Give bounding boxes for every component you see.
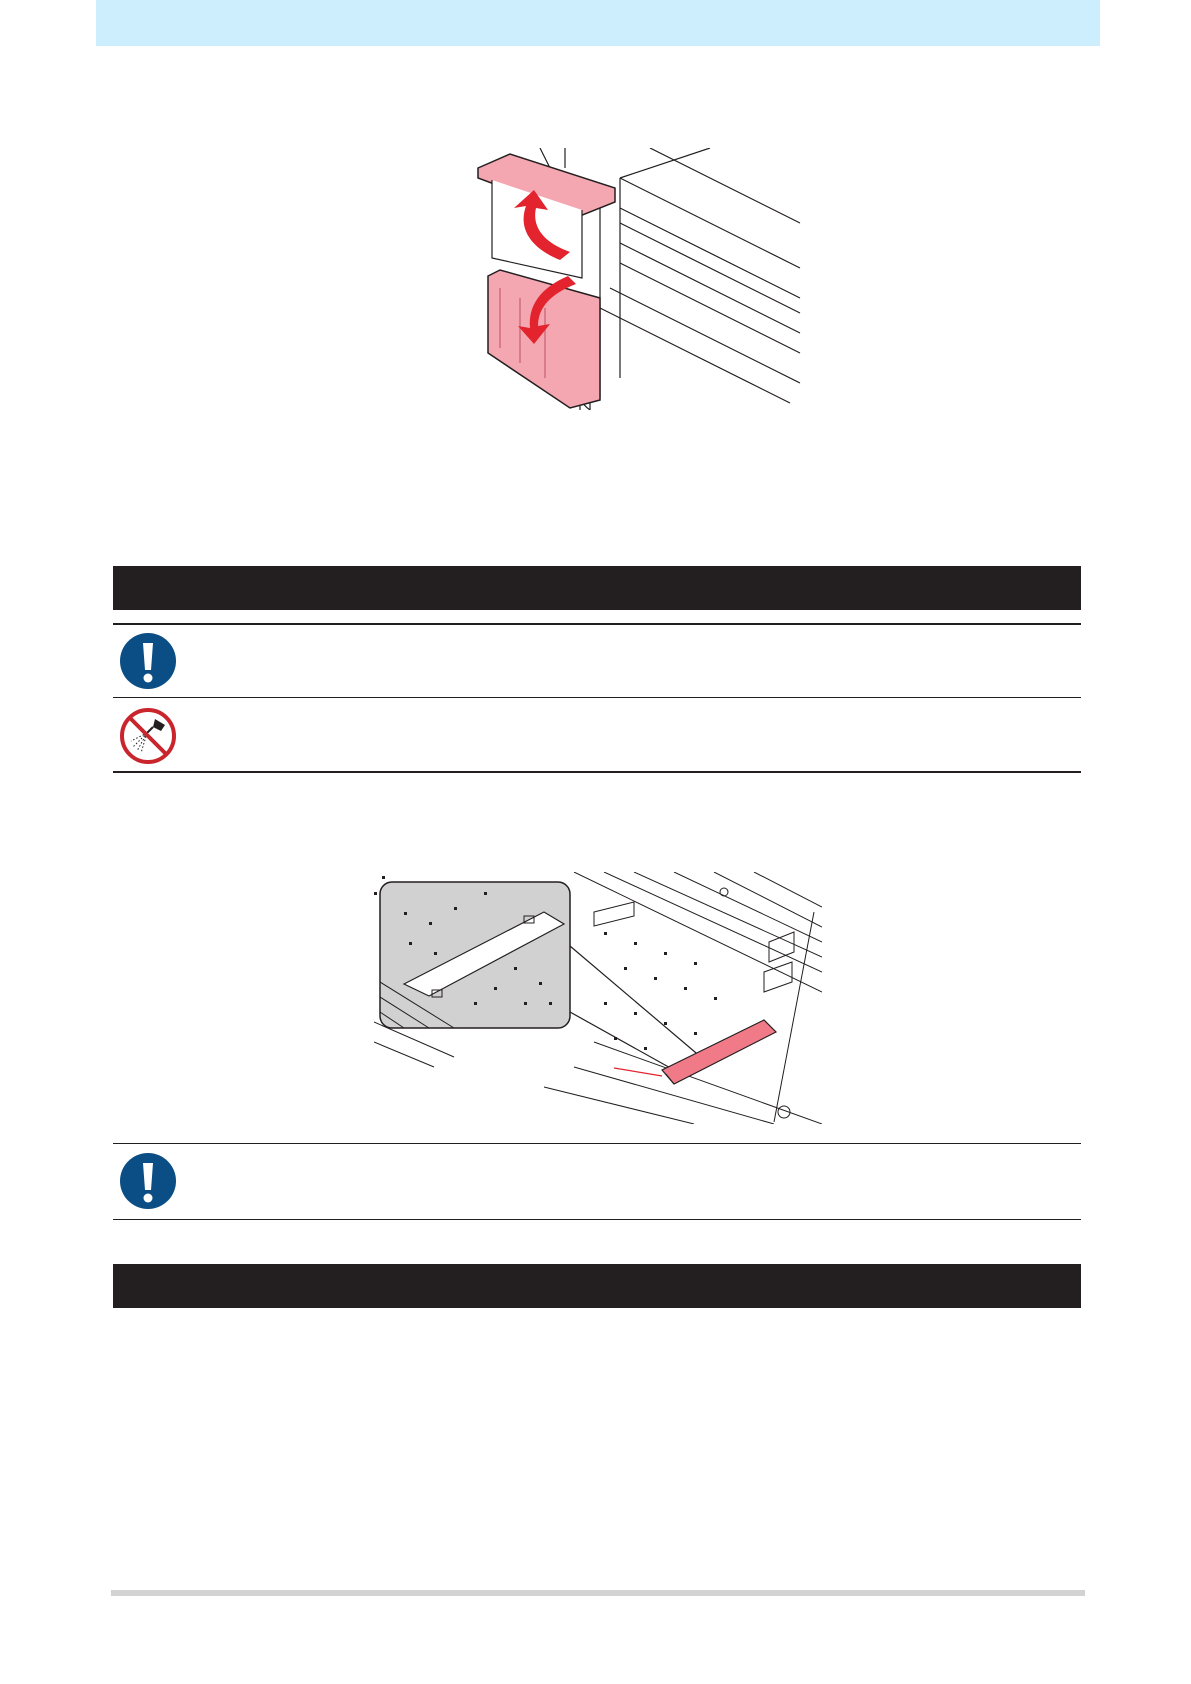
media-holder-illustration xyxy=(374,872,822,1124)
notice-divider xyxy=(113,697,1081,698)
section-bar-2 xyxy=(113,1264,1081,1308)
cover-open-illustration xyxy=(470,148,805,410)
section-bar-1 xyxy=(113,566,1081,610)
media-holder-illustration xyxy=(374,872,822,1124)
notice-bottom-rule xyxy=(113,771,1081,773)
footer-rule xyxy=(111,1590,1085,1596)
no-spray-icon xyxy=(119,707,177,765)
header-band xyxy=(96,0,1100,46)
notice2-bottom-rule xyxy=(113,1219,1081,1220)
exclamation-icon xyxy=(119,1152,177,1210)
notice-top-rule xyxy=(113,623,1081,625)
printer-cover-illustration xyxy=(470,148,805,410)
exclamation-icon xyxy=(119,632,177,690)
notice2-top-rule xyxy=(113,1143,1081,1144)
